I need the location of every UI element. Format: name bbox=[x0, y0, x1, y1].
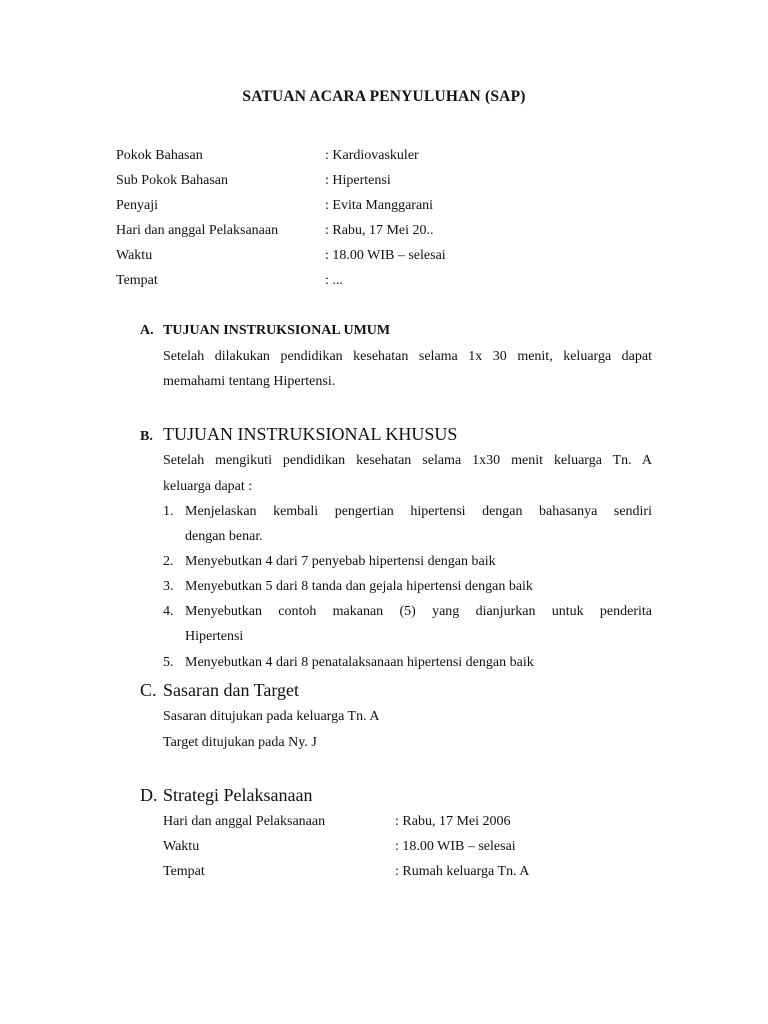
info-label: Sub Pokok Bahasan bbox=[116, 173, 228, 188]
info-value: : Rabu, 17 Mei 20.. bbox=[325, 223, 434, 238]
section-letter: D. bbox=[140, 785, 158, 805]
strategy-value: : Rumah keluarga Tn. A bbox=[395, 864, 530, 879]
strategy-value: : Rabu, 17 Mei 2006 bbox=[395, 814, 511, 829]
info-label: Tempat bbox=[116, 273, 158, 288]
info-value: : ... bbox=[325, 273, 343, 288]
list-number: 5. bbox=[163, 655, 174, 670]
list-text: Menyebutkan 4 dari 8 penatalaksanaan hipertensi dengan baik bbox=[185, 655, 534, 670]
section-title: Sasaran dan Target bbox=[163, 680, 300, 700]
section-letter: C. bbox=[140, 680, 157, 700]
list-text: Hipertensi bbox=[185, 629, 244, 644]
list-number: 2. bbox=[163, 554, 174, 569]
document-title: SATUAN ACARA PENYULUHAN (SAP) bbox=[242, 88, 526, 105]
section-letter: B. bbox=[140, 429, 153, 444]
list-number: 1. bbox=[163, 504, 174, 519]
info-value: : 18.00 WIB – selesai bbox=[325, 248, 446, 263]
section-title: TUJUAN INSTRUKSIONAL UMUM bbox=[163, 323, 391, 338]
section-letter: A. bbox=[140, 323, 154, 338]
section-a-paragraph-line: memahami tentang Hipertensi. bbox=[163, 374, 336, 389]
section-c-line: Target ditujukan pada Ny. J bbox=[163, 735, 317, 750]
section-a-paragraph-line: Setelah dilakukan pendidikan kesehatan selama 1x 30 menit, keluarga dapat bbox=[163, 349, 652, 364]
info-label: Pokok Bahasan bbox=[116, 148, 203, 163]
list-text: Menjelaskan kembali pengertian hipertensi dengan bahasanya sendiri bbox=[185, 504, 652, 519]
section-title: Strategi Pelaksanaan bbox=[163, 785, 313, 805]
info-label: Penyaji bbox=[116, 198, 158, 213]
info-value: : Evita Manggarani bbox=[325, 198, 434, 213]
info-value: : Kardiovaskuler bbox=[325, 148, 419, 163]
list-number: 3. bbox=[163, 579, 174, 594]
section-b-paragraph-line: keluarga dapat : bbox=[163, 479, 253, 494]
strategy-label: Tempat bbox=[163, 864, 205, 879]
strategy-value: : 18.00 WIB – selesai bbox=[395, 839, 516, 854]
list-text: Menyebutkan 4 dari 7 penyebab hipertensi dengan baik bbox=[185, 554, 496, 569]
list-text: Menyebutkan contoh makanan (5) yang dianjurkan untuk penderita bbox=[185, 604, 652, 619]
strategy-label: Waktu bbox=[163, 839, 200, 854]
section-title: TUJUAN INSTRUKSIONAL KHUSUS bbox=[163, 424, 458, 444]
section-c-line: Sasaran ditujukan pada keluarga Tn. A bbox=[163, 709, 380, 724]
list-number: 4. bbox=[163, 604, 174, 619]
strategy-label: Hari dan anggal Pelaksanaan bbox=[163, 814, 326, 829]
info-label: Hari dan anggal Pelaksanaan bbox=[116, 223, 279, 238]
list-text: Menyebutkan 5 dari 8 tanda dan gejala hipertensi dengan baik bbox=[185, 579, 533, 594]
list-text: dengan benar. bbox=[185, 529, 263, 544]
section-b-paragraph-line: Setelah mengikuti pendidikan kesehatan selama 1x30 menit keluarga Tn. A bbox=[163, 453, 652, 468]
info-value: : Hipertensi bbox=[325, 173, 391, 188]
info-label: Waktu bbox=[116, 248, 153, 263]
